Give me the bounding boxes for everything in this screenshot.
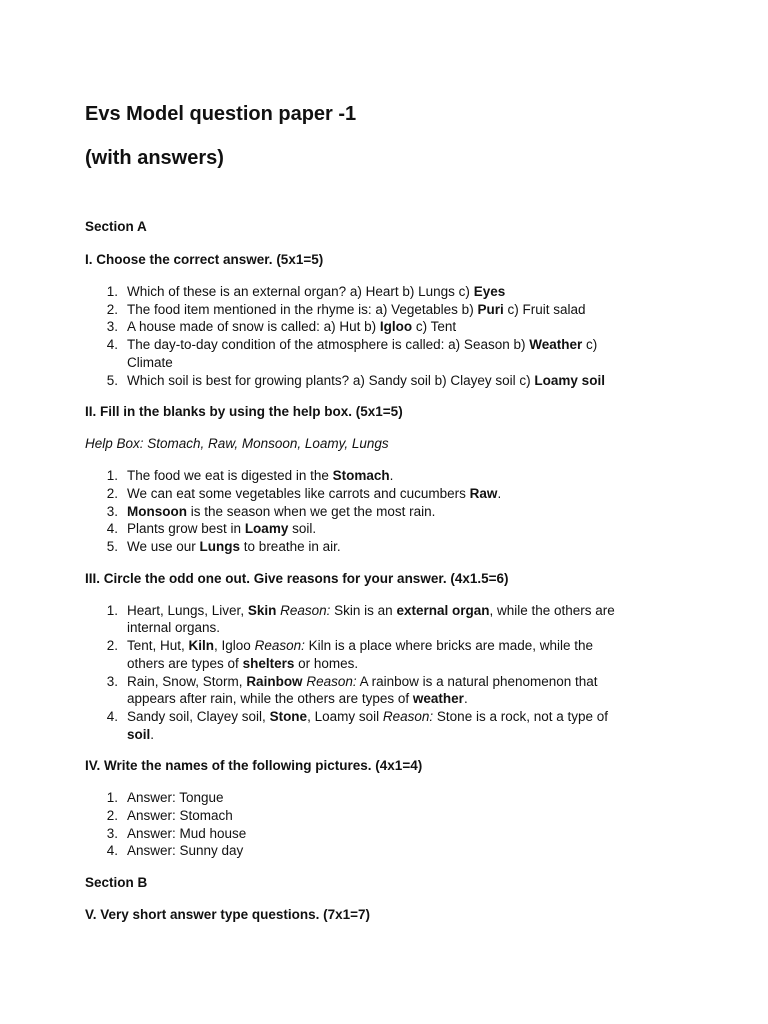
list-item: 3. Answer: Mud house [106, 825, 247, 841]
question-2-list [85, 467, 630, 556]
document-title: Evs Model question paper -1 [85, 103, 357, 125]
question-5-heading: V. Very short answer type questions. (7x1=7) [85, 907, 370, 923]
list-item: 1. Heart, Lungs, Liver, Skin Reason: Skin is an external organ, while the others are internal organs. [106, 602, 615, 636]
list-item: 3. Rain, Snow, Storm, Rainbow Reason: A rainbow is a natural phenomenon that appears after rain, while the others are types of weather. [106, 673, 598, 707]
document-page [85, 100, 630, 924]
list-item: 1. The food we eat is digested in the Stomach. [106, 468, 394, 484]
answer: Weather [529, 337, 583, 353]
help-box: Help Box: Stomach, Raw, Monsoon, Loamy, Lungs [85, 436, 389, 452]
section-b-title: Section B [85, 875, 148, 891]
list-item: 1. Answer: Tongue [106, 790, 224, 806]
list-item: 2. The food item mentioned in the rhyme is: a) Vegetables b) Puri c) Fruit salad [106, 301, 586, 317]
list-item: 2. Answer: Stomach [106, 808, 233, 824]
list-item: 2. Tent, Hut, Kiln, Igloo Reason: Kiln is a place where bricks are made, while the others are types of shelters or homes. [106, 638, 594, 671]
list-item: 4. Sandy soil, Clayey soil, Stone, Loamy soil Reason: Stone is a rock, not a type of soil. [106, 708, 609, 742]
answer: Puri [477, 301, 504, 317]
odd-one-out: Skin [247, 602, 277, 618]
list-item: 3. A house made of snow is called: a) Hut b) Igloo c) Tent [106, 319, 457, 335]
answer: Loamy [244, 521, 289, 537]
question-1-list [85, 283, 630, 389]
odd-one-out: Kiln [188, 638, 215, 654]
list-item: 5. Which soil is best for growing plants? a) Sandy soil b) Clayey soil c) Loamy soil [106, 372, 605, 388]
list-item: 5. We use our Lungs to breathe in air. [106, 539, 341, 555]
list-item: 3. Monsoon is the season when we get the most rain. [106, 503, 436, 519]
document-subtitle: (with answers) [85, 147, 224, 169]
question-4-heading: IV. Write the names of the following pictures. (4x1=4) [85, 758, 423, 774]
reason-label: Reason: [254, 638, 305, 654]
list-item: 4. Answer: Sunny day [106, 843, 244, 859]
answer: Lungs [199, 539, 241, 555]
answer: Raw [469, 485, 498, 501]
question-3-heading: III. Circle the odd one out. Give reasons for your answer. (4x1.5=6) [85, 570, 509, 586]
reason-label: Reason: [306, 673, 357, 689]
question-3-list [85, 602, 630, 744]
odd-one-out: Stone [269, 708, 308, 724]
odd-one-out: Rainbow [246, 673, 303, 689]
question-2-heading: II. Fill in the blanks by using the help box. (5x1=5) [85, 404, 403, 420]
answer: Loamy soil [534, 372, 605, 388]
section-a-title: Section A [85, 219, 147, 234]
list-item: 2. We can eat some vegetables like carrots and cucumbers Raw. [106, 485, 502, 501]
reason-label: Reason: [382, 708, 434, 724]
list-item: 4. The day-to-day condition of the atmosphere is called: a) Season b) Weather c) Climate [106, 337, 598, 370]
answer: Stomach [332, 468, 390, 484]
answer: Monsoon [127, 503, 187, 519]
answer: Igloo [379, 319, 413, 335]
list-item: 1. Which of these is an external organ? a) Heart b) Lungs c) Eyes [106, 284, 506, 299]
answer: Eyes [473, 284, 506, 299]
list-item: 4. Plants grow best in Loamy soil. [106, 521, 317, 537]
reason-label: Reason: [280, 602, 331, 618]
question-1-heading: I. Choose the correct answer. (5x1=5) [85, 252, 324, 267]
question-4-list [85, 789, 630, 860]
